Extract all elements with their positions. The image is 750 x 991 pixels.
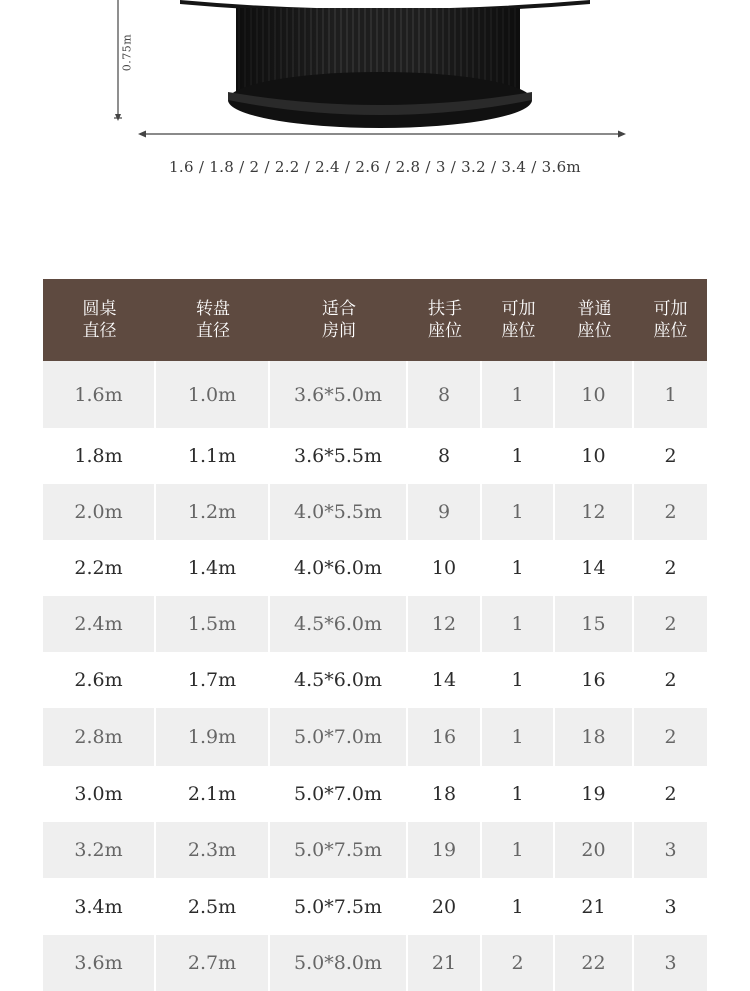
table-cell: 5.0*7.5m bbox=[270, 822, 408, 878]
table-cell: 2.2m bbox=[43, 540, 156, 596]
table-cell: 3 bbox=[634, 822, 707, 878]
table-cell: 20 bbox=[408, 878, 482, 935]
table-cell: 3.6m bbox=[43, 935, 156, 991]
table-row bbox=[43, 428, 707, 484]
table-cell: 1.7m bbox=[156, 652, 270, 708]
header-text: 直径 bbox=[82, 321, 117, 341]
table-cell: 20 bbox=[555, 822, 634, 878]
table-cell: 1 bbox=[482, 484, 555, 540]
table-cell: 2.4m bbox=[43, 596, 156, 652]
header-cell bbox=[43, 279, 156, 361]
table-cell: 1.0m bbox=[156, 361, 270, 428]
table-cell: 1.5m bbox=[156, 596, 270, 652]
header-cell bbox=[270, 279, 408, 361]
header-text: 座位 bbox=[577, 321, 612, 341]
table-cell: 2 bbox=[634, 596, 707, 652]
table-row bbox=[43, 484, 707, 540]
table-cell: 3 bbox=[634, 878, 707, 935]
table-cell: 1 bbox=[634, 361, 707, 428]
table-cell: 2.1m bbox=[156, 766, 270, 822]
table-cell: 2.3m bbox=[156, 822, 270, 878]
table-body bbox=[43, 361, 707, 991]
table-cell: 1 bbox=[482, 596, 555, 652]
header-cell bbox=[408, 279, 482, 361]
table-cell: 16 bbox=[408, 708, 482, 766]
table-cell: 4.0*5.5m bbox=[270, 484, 408, 540]
table-cell: 10 bbox=[555, 361, 634, 428]
table-cell: 19 bbox=[555, 766, 634, 822]
table-cell: 22 bbox=[555, 935, 634, 991]
header-text: 圆桌 bbox=[82, 299, 117, 319]
table-cell: 8 bbox=[408, 428, 482, 484]
table-cell: 9 bbox=[408, 484, 482, 540]
table-cell: 5.0*7.0m bbox=[270, 708, 408, 766]
table-cell: 1 bbox=[482, 361, 555, 428]
table-cell: 1 bbox=[482, 428, 555, 484]
table-row bbox=[43, 540, 707, 596]
header-text: 适合 bbox=[322, 299, 356, 319]
table-cell: 21 bbox=[408, 935, 482, 991]
table-cell: 1.9m bbox=[156, 708, 270, 766]
table-cell: 16 bbox=[555, 652, 634, 708]
table-cell: 12 bbox=[555, 484, 634, 540]
table-cell: 1.1m bbox=[156, 428, 270, 484]
table-row bbox=[43, 361, 707, 428]
table-cell: 4.0*6.0m bbox=[270, 540, 408, 596]
table-cell: 3.2m bbox=[43, 822, 156, 878]
table-cell: 14 bbox=[408, 652, 482, 708]
table-cell: 21 bbox=[555, 878, 634, 935]
table-cell: 2.7m bbox=[156, 935, 270, 991]
table-cell: 5.0*8.0m bbox=[270, 935, 408, 991]
table-cell: 1 bbox=[482, 766, 555, 822]
table-cell: 1.4m bbox=[156, 540, 270, 596]
table-cell: 1.8m bbox=[43, 428, 156, 484]
table-cell: 1 bbox=[482, 540, 555, 596]
table-cell: 12 bbox=[408, 596, 482, 652]
table-cell: 19 bbox=[408, 822, 482, 878]
table-cell: 15 bbox=[555, 596, 634, 652]
header-text: 座位 bbox=[653, 321, 688, 341]
table-cell: 2 bbox=[634, 766, 707, 822]
header-text: 可加 bbox=[501, 299, 536, 319]
table-header bbox=[43, 279, 707, 361]
table-row bbox=[43, 652, 707, 708]
table-illustration bbox=[0, 0, 750, 200]
header-cell bbox=[156, 279, 270, 361]
table-cell: 4.5*6.0m bbox=[270, 652, 408, 708]
table-cell: 5.0*7.5m bbox=[270, 878, 408, 935]
table-cell: 3.0m bbox=[43, 766, 156, 822]
table-row bbox=[43, 878, 707, 935]
table-cell: 1 bbox=[482, 822, 555, 878]
table-cell: 10 bbox=[408, 540, 482, 596]
table-row bbox=[43, 708, 707, 766]
table-cell: 1 bbox=[482, 708, 555, 766]
table-cell: 2 bbox=[634, 708, 707, 766]
header-cell bbox=[555, 279, 634, 361]
table-cell: 10 bbox=[555, 428, 634, 484]
table-cell: 18 bbox=[408, 766, 482, 822]
table-cell: 1 bbox=[482, 652, 555, 708]
table-cell: 5.0*7.0m bbox=[270, 766, 408, 822]
table-cell: 2 bbox=[634, 652, 707, 708]
table-row bbox=[43, 596, 707, 652]
header-text: 普通 bbox=[577, 299, 612, 319]
header-text: 座位 bbox=[428, 321, 462, 341]
table-cell: 3.6*5.5m bbox=[270, 428, 408, 484]
table-cell: 8 bbox=[408, 361, 482, 428]
header-text: 座位 bbox=[501, 321, 536, 341]
table-row bbox=[43, 822, 707, 878]
header-text: 直径 bbox=[196, 321, 230, 341]
header-text: 可加 bbox=[653, 299, 688, 319]
table-row bbox=[43, 766, 707, 822]
table-cell: 14 bbox=[555, 540, 634, 596]
table-cell: 18 bbox=[555, 708, 634, 766]
table-cell: 1.6m bbox=[43, 361, 156, 428]
header-cell bbox=[482, 279, 555, 361]
table-cell: 2.5m bbox=[156, 878, 270, 935]
table-cell: 3 bbox=[634, 935, 707, 991]
table-cell: 2.0m bbox=[43, 484, 156, 540]
table-cell: 4.5*6.0m bbox=[270, 596, 408, 652]
table-cell: 1.2m bbox=[156, 484, 270, 540]
diameter-range: 1.6 / 1.8 / 2 / 2.2 / 2.4 / 2.6 / 2.8 / 3 / 3.2 / 3.4 / 3.6m bbox=[169, 158, 581, 176]
table-cell: 2.6m bbox=[43, 652, 156, 708]
header-text: 房间 bbox=[322, 321, 356, 341]
header-text: 转盘 bbox=[196, 299, 230, 319]
table-cell: 2 bbox=[634, 484, 707, 540]
header-text: 扶手 bbox=[428, 299, 462, 319]
spec-table bbox=[43, 279, 707, 991]
height-label: 0.75m bbox=[120, 33, 134, 72]
table-row bbox=[43, 935, 707, 991]
table-cell: 1 bbox=[482, 878, 555, 935]
table-cell: 3.6*5.0m bbox=[270, 361, 408, 428]
table-cell: 2 bbox=[634, 540, 707, 596]
table-cell: 3.4m bbox=[43, 878, 156, 935]
header-cell bbox=[634, 279, 707, 361]
table-cell: 2 bbox=[634, 428, 707, 484]
table-cell: 2 bbox=[482, 935, 555, 991]
table-cell: 2.8m bbox=[43, 708, 156, 766]
